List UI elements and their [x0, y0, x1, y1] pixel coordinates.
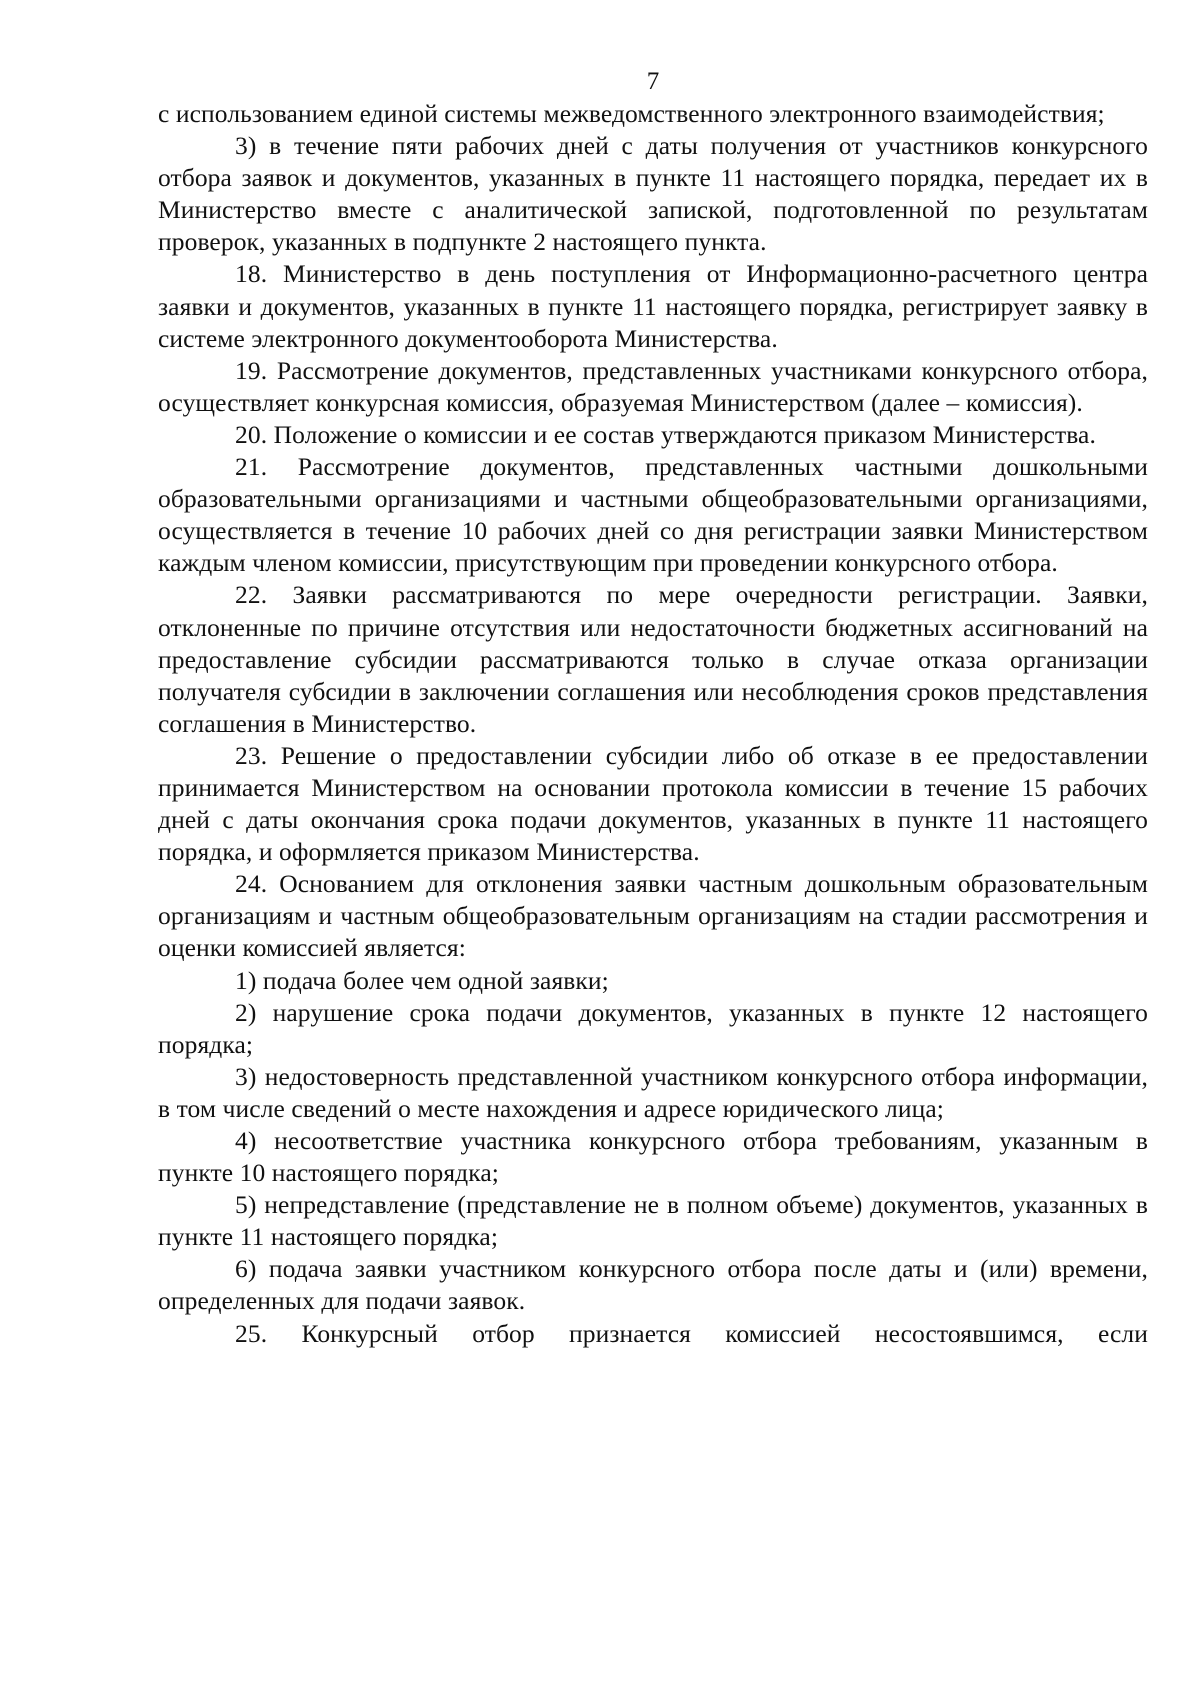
- paragraph-item-21: 21. Рассмотрение документов, представленных частными дошкольными образовательными организациями и частными общеобразовательными организациями, осуществляется в течение 10 рабочих дней со дня регистрации заявки Министерством каждым членом комиссии, присутствующим при проведении конкурсного отбора.: [158, 452, 1148, 578]
- document-page: [158, 66, 1148, 1350]
- paragraph-item-24-sub-6: 6) подача заявки участником конкурсного отбора после даты и (или) времени, определенных для подачи заявок.: [158, 1254, 1148, 1316]
- paragraph-item-24-sub-5: 5) непредставление (представление не в полном объеме) документов, указанных в пункте 11 настоящего порядка;: [158, 1190, 1148, 1252]
- paragraph-item-24: 24. Основанием для отклонения заявки частным дошкольным образовательным организациям и частным общеобразовательным организациям на стадии рассмотрения и оценки комиссией является:: [158, 869, 1148, 963]
- paragraph-continuation: с использованием единой системы межведомственного электронного взаимодействия;: [158, 99, 1105, 128]
- page-number: 7: [646, 68, 660, 95]
- paragraph-item-24-sub-3: 3) недостоверность представленной участником конкурсного отбора информации, в том числе сведений о месте нахождения и адресе юридического лица;: [158, 1061, 1148, 1123]
- paragraph-item-24-sub-4: 4) несоответствие участника конкурсного отбора требованиям, указанным в пункте 10 настоящего порядка;: [158, 1126, 1148, 1188]
- paragraph-item-24-sub-1: 1) подача более чем одной заявки;: [235, 965, 609, 995]
- paragraph-item-18: 18. Министерство в день поступления от Информационно-расчетного центра заявки и документов, указанных в пункте 11 настоящего порядка, регистрирует заявку в системе электронного документооборота Министерства.: [158, 259, 1148, 353]
- paragraph-item-23: 23. Решение о предоставлении субсидии либо об отказе в ее предоставлении принимается Министерством на основании протокола комиссии в течение 15 рабочих дней с даты окончания срока подачи документов, указанных в пункте 11 настоящего порядка, и оформляется приказом Министерства.: [158, 740, 1148, 867]
- paragraph-item-25: 25. Конкурсный отбор признается комиссией несостоявшимся, если: [235, 1318, 1148, 1348]
- paragraph-item-24-sub-2: 2) нарушение срока подачи документов, указанных в пункте 12 настоящего порядка;: [158, 997, 1148, 1059]
- paragraph-item-20: 20. Положение о комиссии и ее состав утверждаются приказом Министерства.: [235, 419, 1096, 449]
- paragraph-item-22: 22. Заявки рассматриваются по мере очередности регистрации. Заявки, отклоненные по причине отсутствия или недостаточности бюджетных ассигнований на предоставление субсидии рассматриваются только в случае отказа организации получателя субсидии в заключении соглашения или несоблюдения сроков представления соглашения в Министерство.: [158, 580, 1148, 738]
- paragraph-subitem-3: 3) в течение пяти рабочих дней с даты получения от участников конкурсного отбора заявок и документов, указанных в пункте 11 настоящего порядка, передает их в Министерство вместе с аналитической запиской, подготовленной по результатам проверок, указанных в подпункте 2 настоящего пункта.: [158, 131, 1148, 257]
- paragraph-item-19: 19. Рассмотрение документов, представленных участниками конкурсного отбора, осуществляет конкурсная комиссия, образуемая Министерством (далее – комиссия).: [158, 355, 1148, 417]
